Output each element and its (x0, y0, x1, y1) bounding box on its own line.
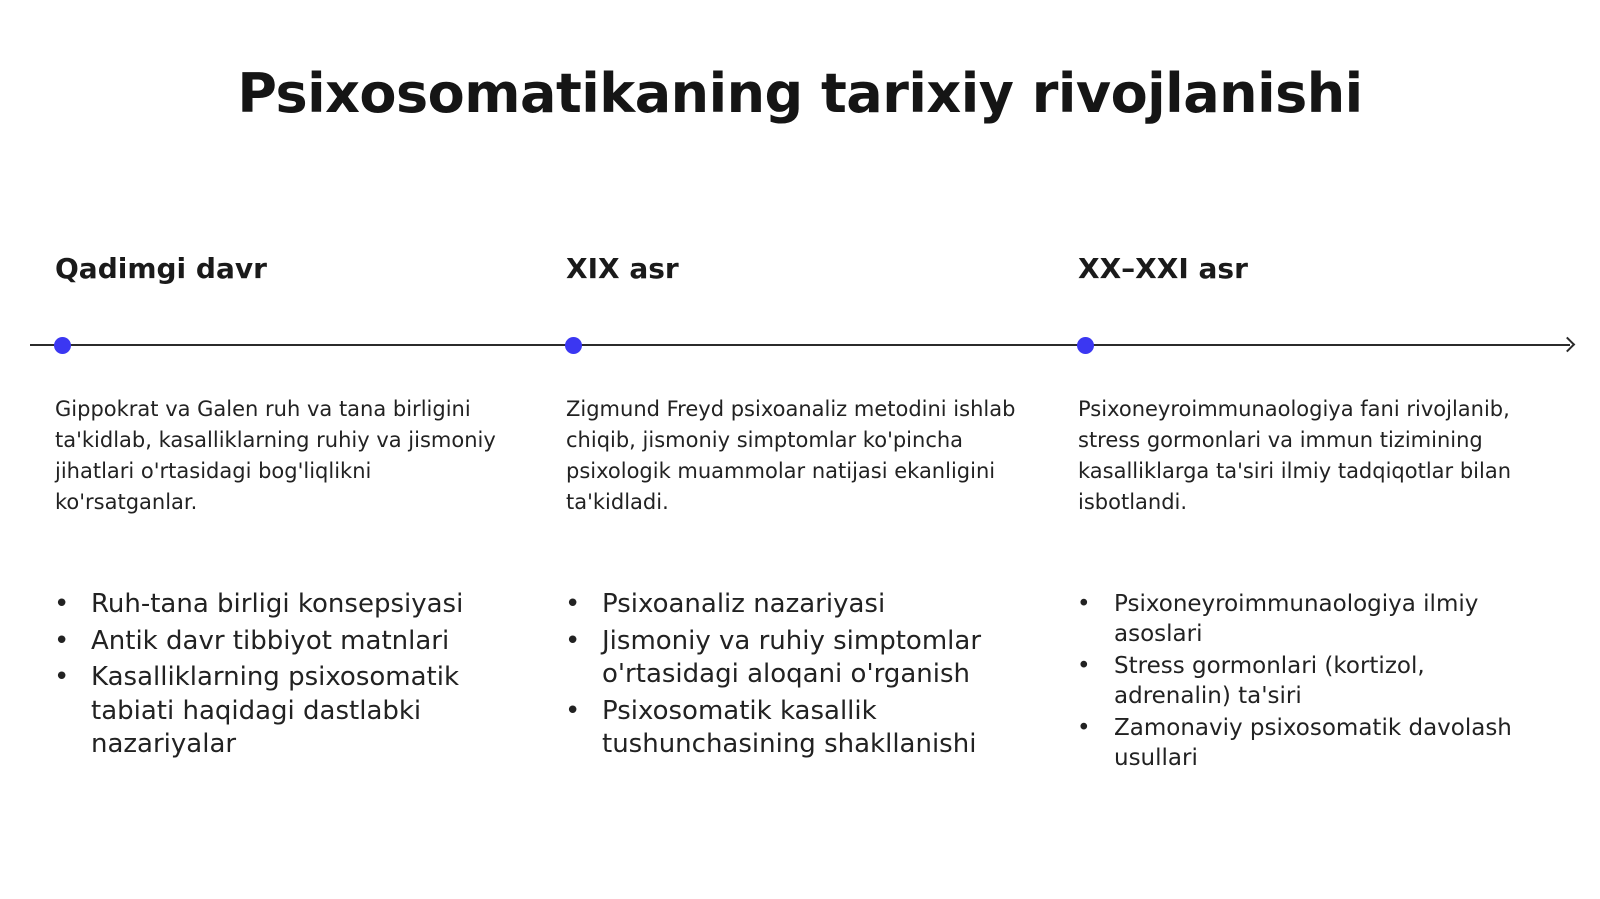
key-points-list-20th-21st-century (1077, 590, 1517, 776)
list-item (1077, 590, 1517, 649)
period-label-20th-21st-century: XX–XXI asr (1078, 252, 1248, 285)
bullet-icon: • (1077, 653, 1091, 679)
list-item (1077, 714, 1517, 773)
list-item (565, 588, 1005, 622)
period-description-ancient: Gippokrat va Galen ruh va tana birligini ta'kidlab, kasalliklarning ruhiy va jismoniy jihatlari o'rtasidagi bog'liqlikni ko'rsatganlar. (55, 397, 496, 514)
list-item-text: Jismoniy va ruhiy simptomlar o'rtasidagi aloqani o'rganish (602, 625, 982, 689)
period-description-19th-century: Zigmund Freyd psixoanaliz metodini ishlab chiqib, jismoniy simptomlar ko'pincha psixologik muammolar natijasi ekanligini ta'kidladi. (566, 397, 1016, 514)
list-item-text: Kasalliklarning psixosomatik tabiati haqidagi dastlabki nazariyalar (91, 662, 460, 759)
list-item-text: Psixosomatik kasallik tushunchasining shakllanishi (602, 695, 977, 759)
timeline-marker-20th-21st-century (1077, 337, 1094, 354)
list-item-text: Antik davr tibbiyot matnlari (91, 625, 450, 656)
bullet-icon: • (565, 589, 581, 619)
period-label-19th-century: XIX asr (566, 252, 679, 285)
list-item-text: Zamonaviy psixosomatik davolash usullari (1114, 715, 1512, 771)
bullet-icon: • (565, 625, 581, 656)
list-item-text: Stress gormonlari (kortizol, adrenalin) ta'siri (1114, 653, 1425, 709)
list-item-text: Psixoanaliz nazariyasi (602, 589, 886, 619)
list-item (54, 588, 494, 622)
list-item-text: Ruh-tana birligi konsepsiyasi (91, 589, 464, 619)
list-item (1077, 652, 1517, 711)
list-item (565, 695, 1005, 762)
bullet-icon: • (54, 662, 70, 692)
key-points-list-ancient (54, 588, 494, 765)
bullet-icon: • (1077, 591, 1091, 617)
list-item-text: Psixoneyroimmunaologiya ilmiy asoslari (1114, 591, 1479, 647)
key-points-list-19th-century (565, 588, 1005, 765)
list-item (565, 625, 1005, 692)
timeline-line (30, 344, 1570, 346)
timeline-marker-19th-century (565, 337, 582, 354)
list-item (54, 661, 494, 762)
timeline-marker-ancient (54, 337, 71, 354)
timeline-arrow-icon (1560, 337, 1576, 353)
period-label-ancient: Qadimgi davr (55, 252, 267, 285)
list-item (54, 625, 494, 659)
timeline-axis (30, 337, 1575, 353)
slide-title: Psixosomatikaning tarixiy rivojlanishi (237, 62, 1363, 125)
bullet-icon: • (54, 625, 70, 656)
period-description-20th-21st-century: Psixoneyroimmunaologiya fani rivojlanib, stress gormonlari va immun tizimining kasalliklarga ta'siri ilmiy tadqiqotlar bilan isbotlandi. (1078, 397, 1512, 514)
bullet-icon: • (54, 589, 70, 619)
bullet-icon: • (565, 695, 581, 726)
bullet-icon: • (1077, 715, 1091, 741)
